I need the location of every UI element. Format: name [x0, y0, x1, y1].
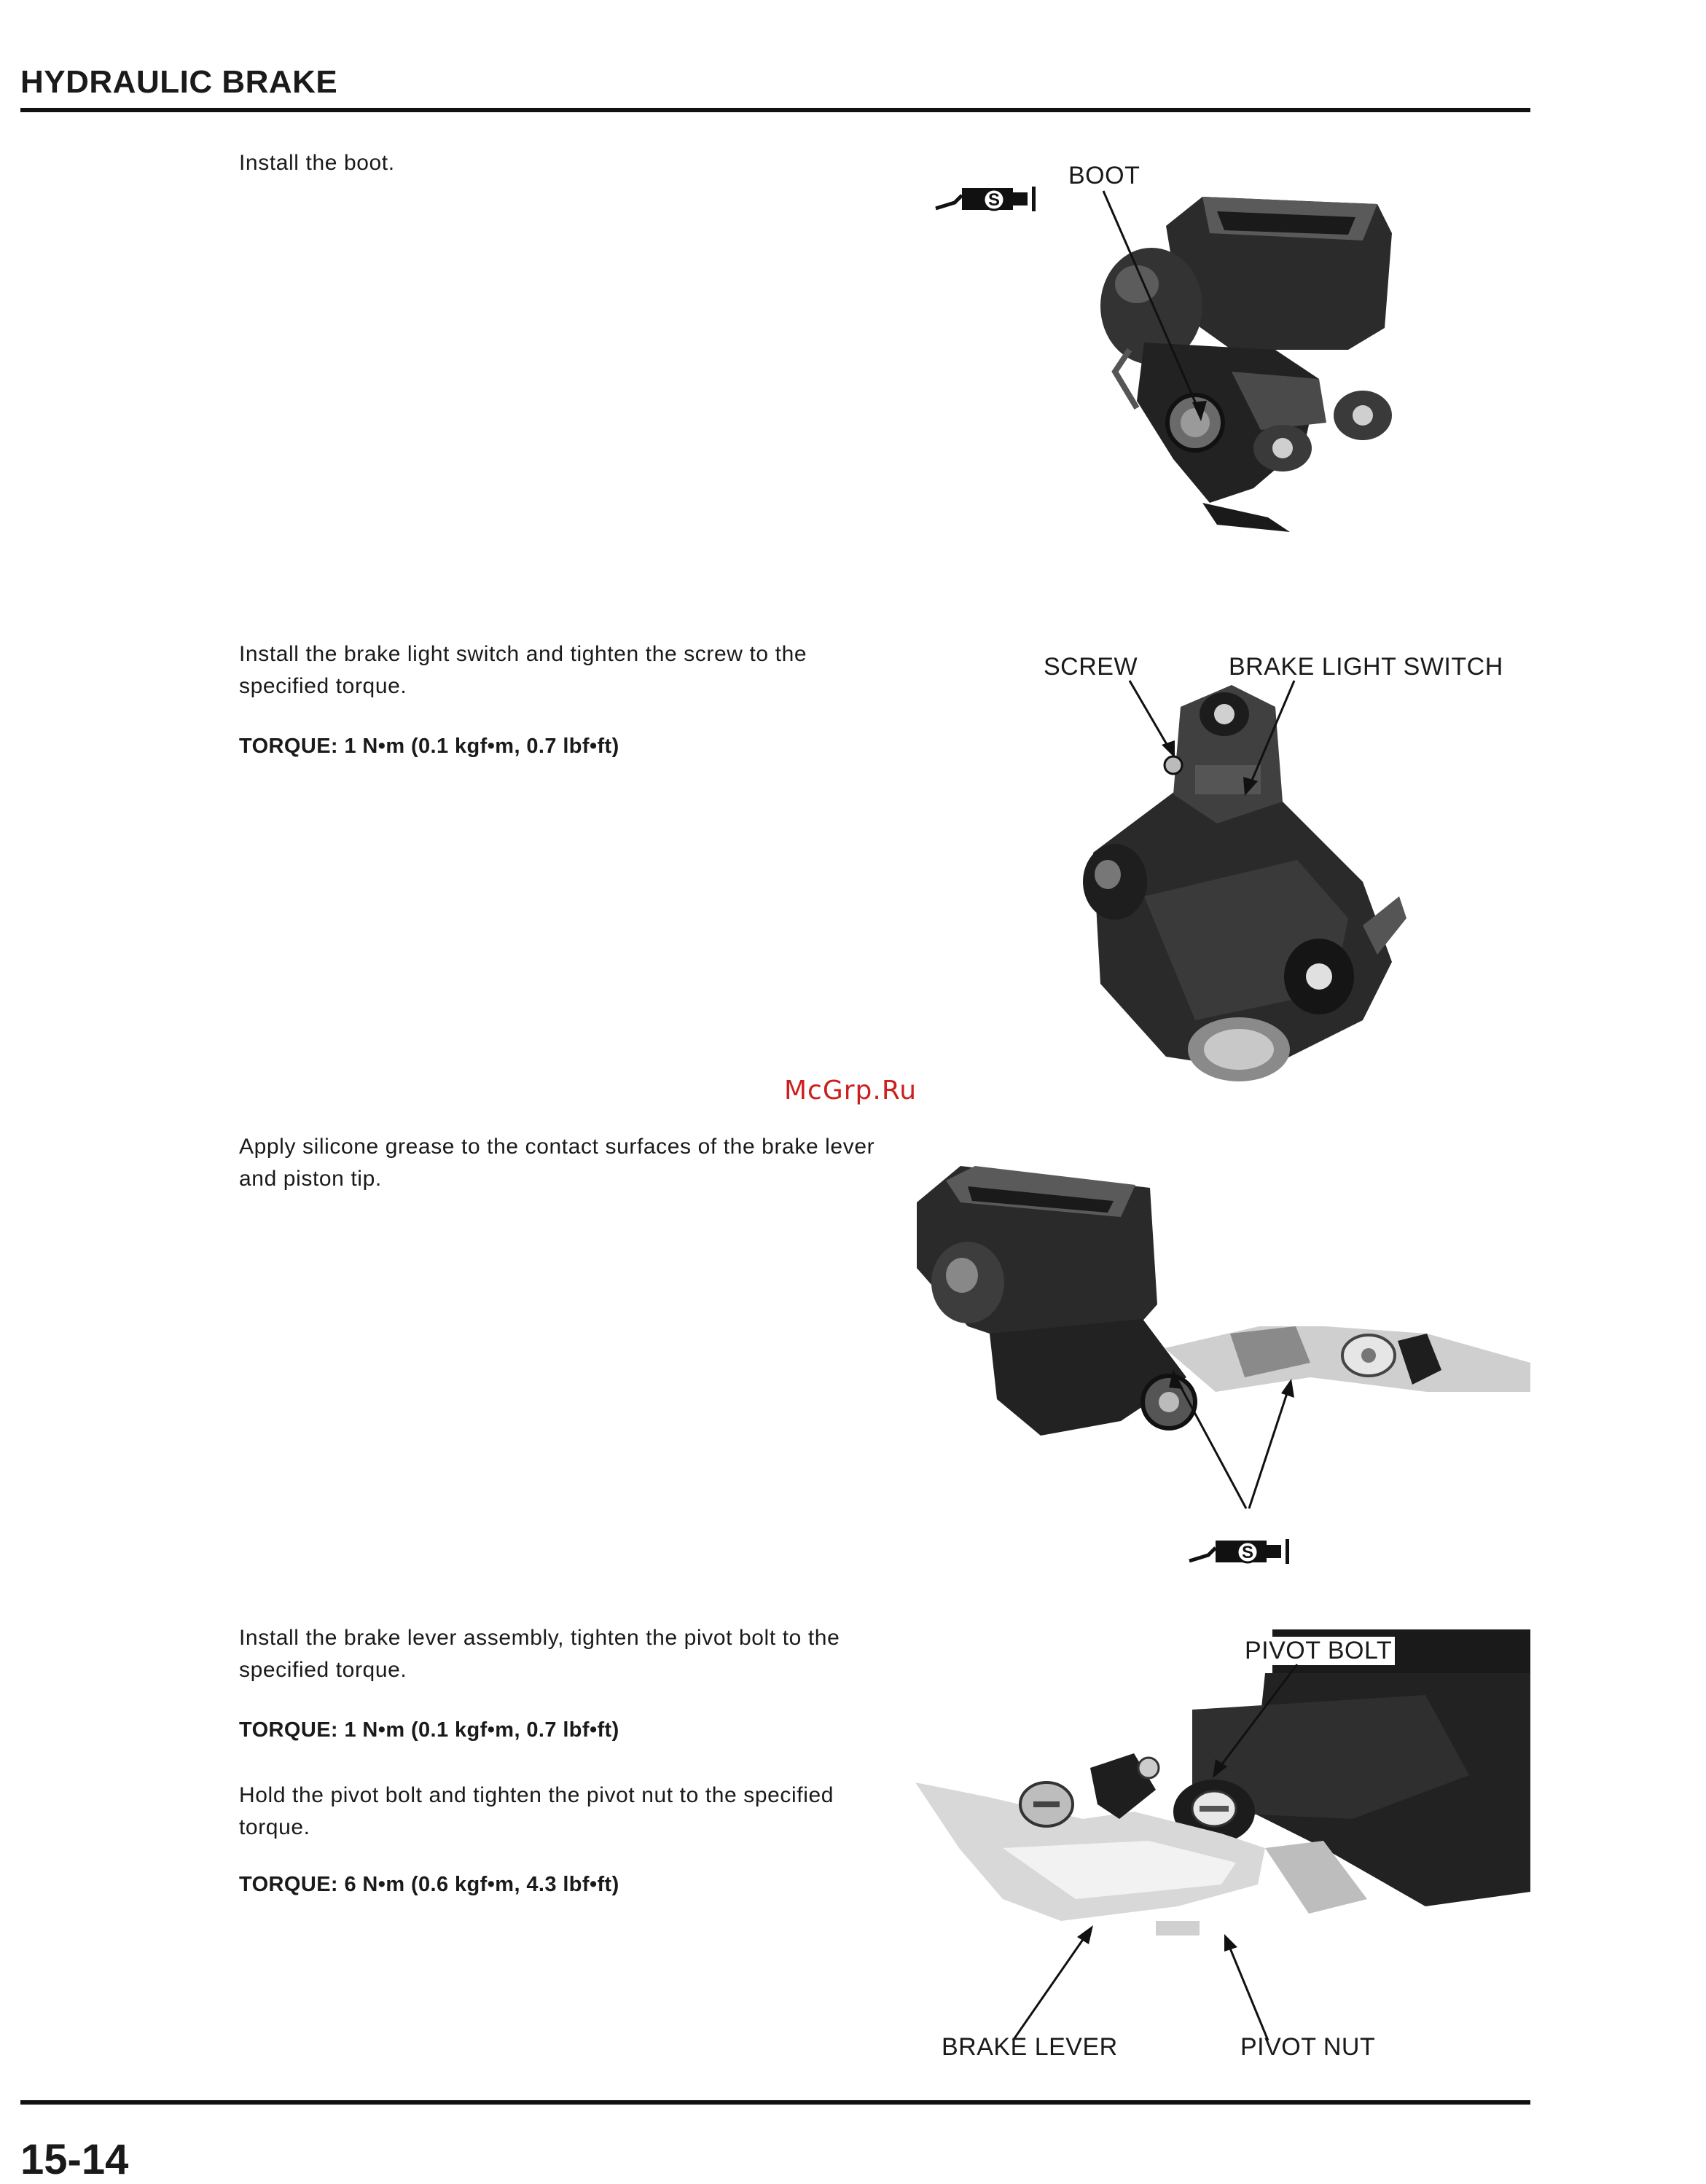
instruction-install-boot: Install the boot.	[239, 151, 395, 175]
label-brake-light-switch: BRAKE LIGHT SWITCH	[1229, 653, 1503, 681]
silicone-grease-icon-2	[1186, 1526, 1303, 1570]
svg-text:S: S	[987, 190, 1001, 210]
leader-grease-points	[1166, 1370, 1312, 1530]
leader-pivot-nut	[1210, 1931, 1283, 2048]
instruction-pivot-nut: Hold the pivot bolt and tighten the pivot nut to the specified torque.	[239, 1783, 834, 1839]
torque-screw: TORQUE: 1 N•m (0.1 kgf•m, 0.7 lbf•ft)	[239, 735, 619, 758]
torque-pivot-bolt: TORQUE: 1 N•m (0.1 kgf•m, 0.7 lbf•ft)	[239, 1718, 619, 1742]
label-pivot-nut: PIVOT NUT	[1240, 2033, 1376, 2061]
footer-rule	[20, 2100, 1530, 2105]
label-pivot-bolt: PIVOT BOLT	[1242, 1637, 1395, 1665]
watermark: McGrp.Ru	[784, 1076, 917, 1105]
torque-pivot-nut: TORQUE: 6 N•m (0.6 kgf•m, 4.3 lbf•ft)	[239, 1873, 619, 1896]
label-boot: BOOT	[1068, 162, 1140, 189]
instruction-apply-grease: Apply silicone grease to the contact surfaces of the brake lever and piston tip.	[239, 1135, 875, 1191]
header-rule	[20, 108, 1530, 112]
silicone-grease-icon	[933, 173, 1049, 217]
page-number: 15-14	[20, 2136, 129, 2183]
leader-brake-light-switch	[1224, 678, 1312, 802]
instruction-install-lever: Install the brake lever assembly, tighten the pivot bolt to the specified torque.	[239, 1626, 840, 1682]
svg-text:S: S	[1241, 1543, 1254, 1562]
instruction-brake-light-switch: Install the brake light switch and tighten the screw to the specified torque.	[239, 642, 807, 698]
label-screw: SCREW	[1044, 653, 1138, 681]
page-title: HYDRAULIC BRAKE	[20, 64, 338, 100]
leader-screw	[1122, 678, 1224, 772]
label-brake-lever: BRAKE LEVER	[942, 2033, 1118, 2061]
leader-pivot-bolt	[1195, 1662, 1312, 1793]
leader-brake-lever	[1006, 1924, 1108, 2048]
leader-boot	[1093, 189, 1239, 430]
